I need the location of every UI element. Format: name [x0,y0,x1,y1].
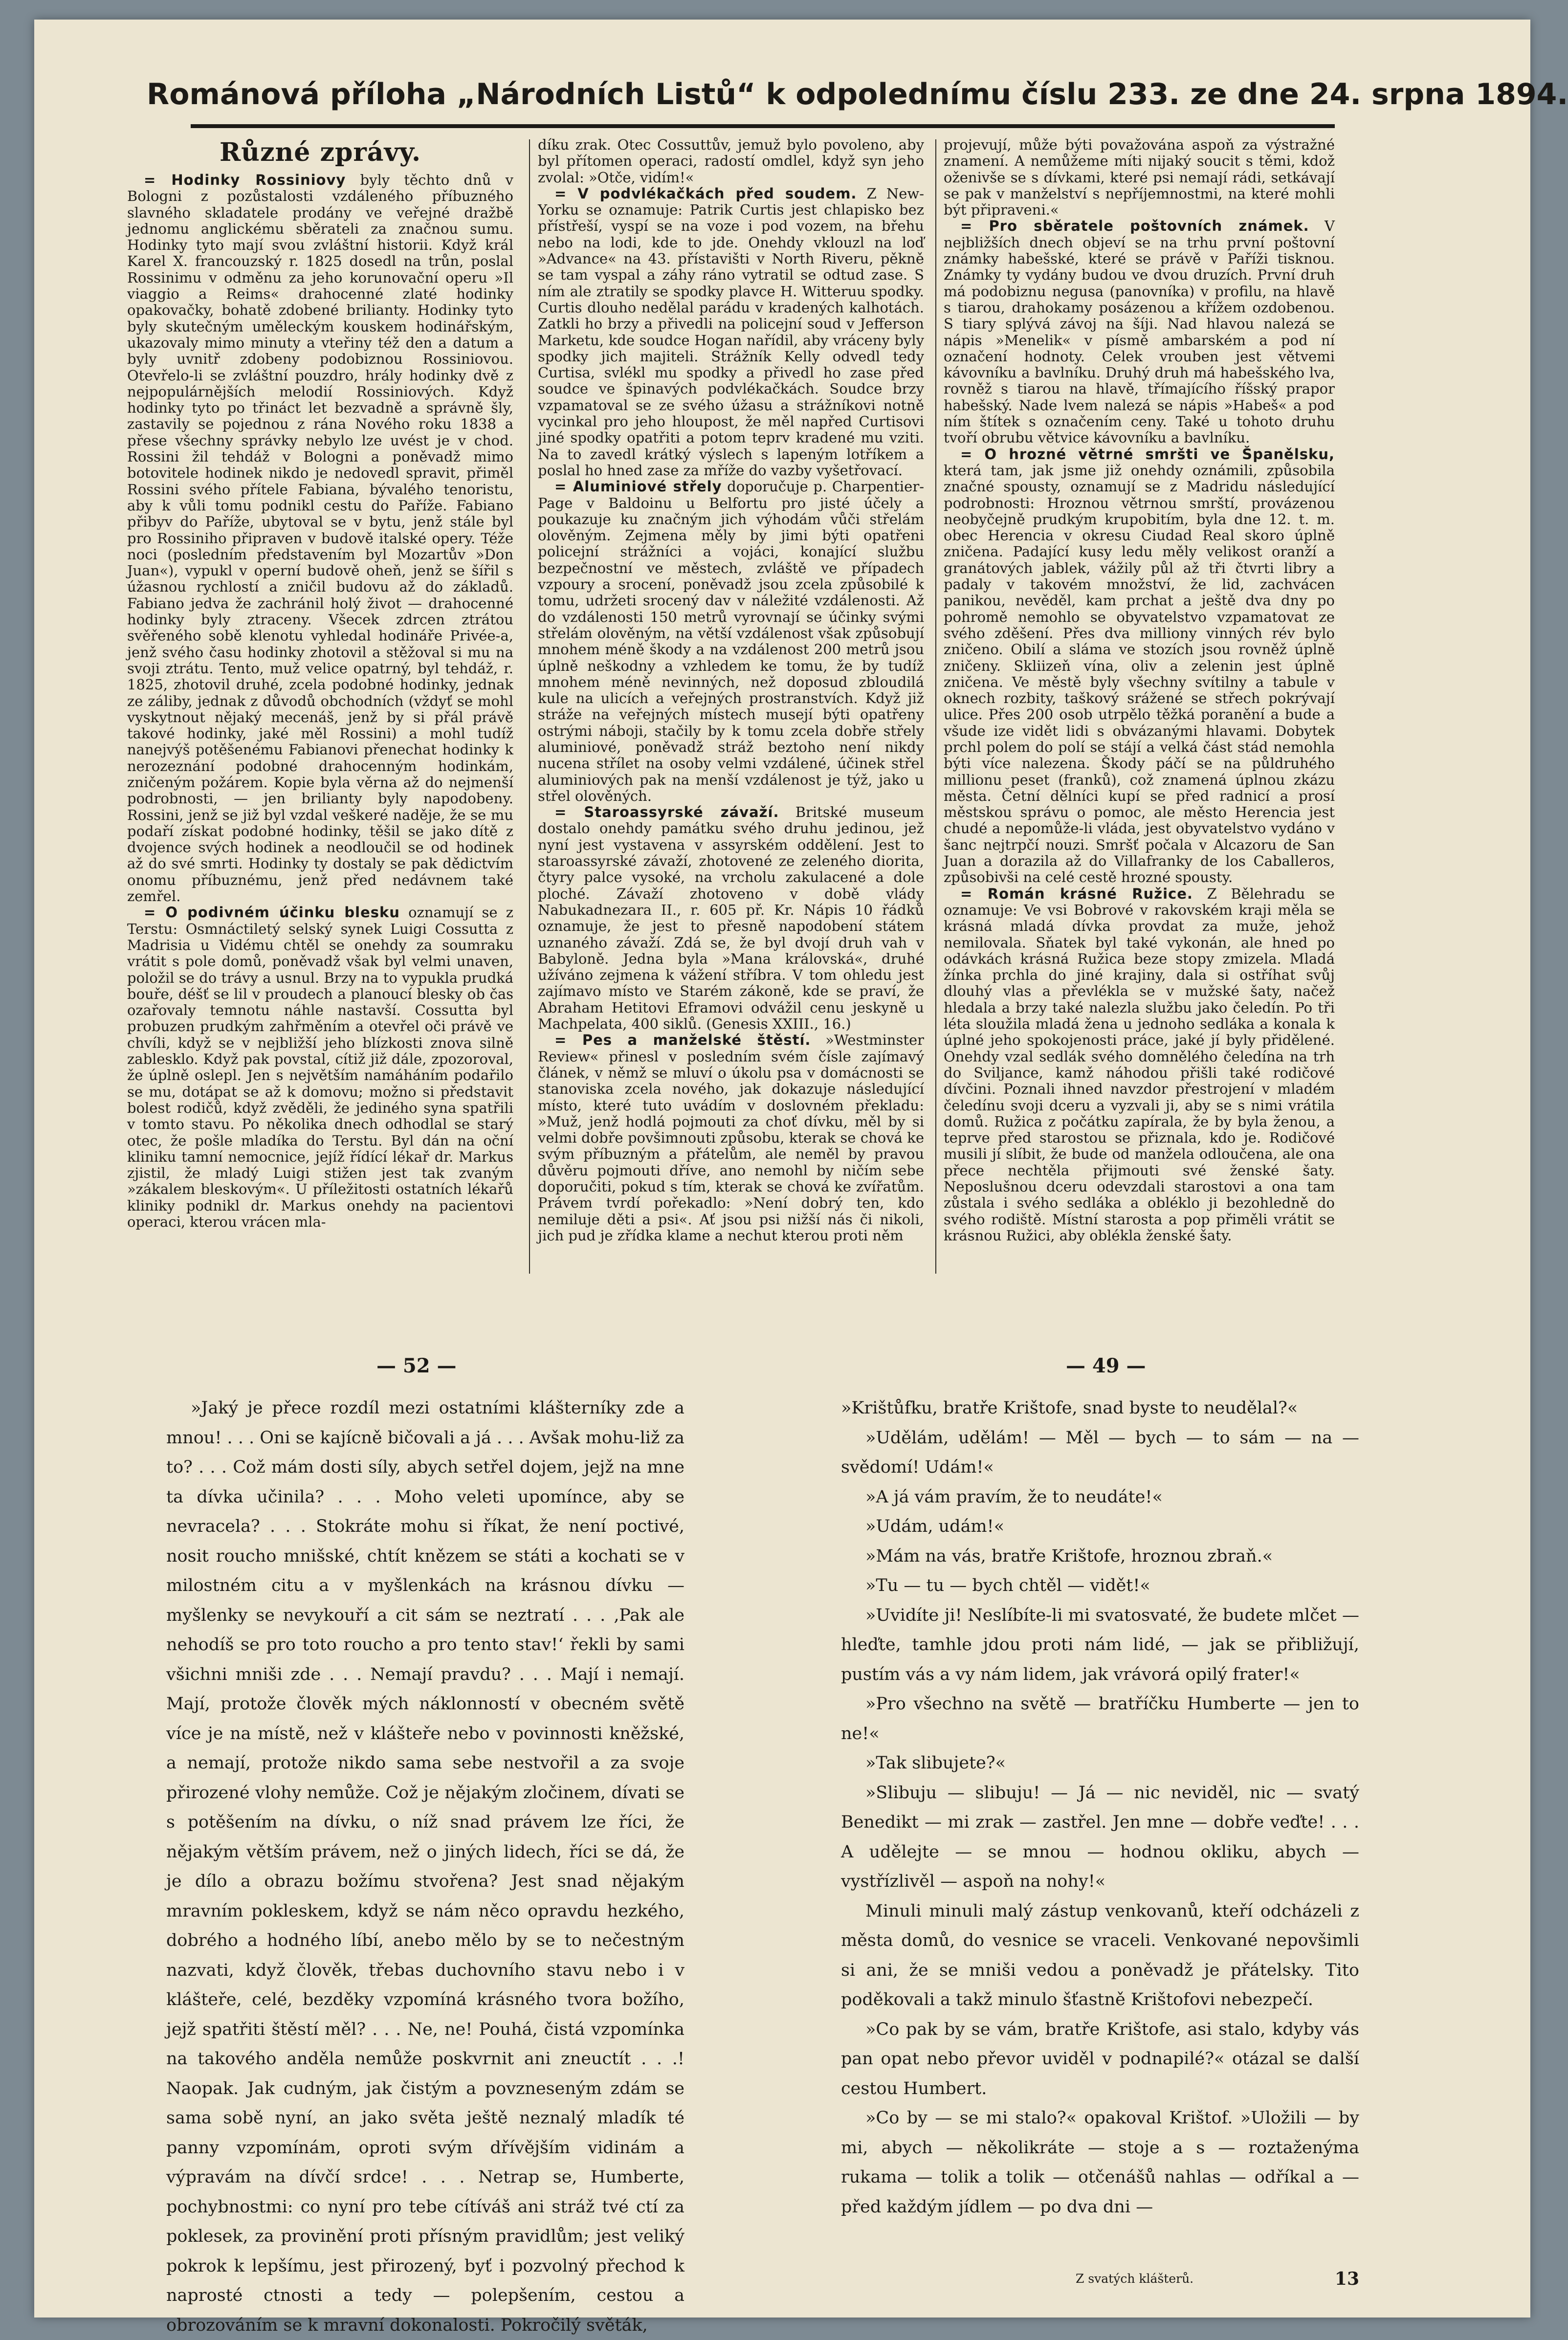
article-pes [538,1032,924,1244]
article-text: Britské museum dostalo onehdy památku svého druhu jedinou, jež nyní jest vystavena v assyrském oddělení. Jest to staroassyrské závaží, zhotovené ze zeleného diorita, čtyry palce vysoké, na vrcholu zakulacené a dole ploché. Závaží zhotoveno v době vlády Nabukadnezara II., r. 605 př. Kr. Nápis 10 řádků oznamuje, že jest to přesně napodobení státem uznaného závaží. Zdá se, že byl dvojí druh vah v Babyloně. Jedna byla »Mana královská«, druhé užíváno zejmena k vážení stříbra. V tom ohledu jest zajímavo místo ve Starém zákoně, kde se praví, že Abraham Hetitovi Eframovi odvážil cenu jeskyně u Machpelata, 400 siklů. (Genesis XXIII., 16.) [538,804,924,1033]
book-paragraph: »Tu — tu — bych chtěl — vidět!« [865,1576,1150,1595]
book-paragraph: »Udám, udám!« [865,1517,1005,1536]
article-text: »Westminster Review« přinesl v posledním svém čísle zajímavý článek, v němž se mluví o úkolu psa v domácnosti se stanoviska zcela nového, jak dokazuje následující místo, které tuto uvádím v doslovném překladu: »Muž, jenž hodlá pojmouti za choť dívku, měl by si velmi dobře povšimnouti způsobu, kterak se chová ke svým příbuzným a přátelům, ale neměl by pravou důvěru pojmouti dříve, ano nemohl by ničím sebe doporučiti, pokud s tím, kterak se chová ke zvířatům. Právem tvrdí pořekadlo: »Není dobrý ten, kdo nemiluje děti a psi«. Ať jsou psi nižší nás či nikoli, jich pud je zřídka klame a nechut kterou proti něm [538,1032,925,1244]
article-ruzice [944,886,1335,1244]
article-continuation [538,137,924,186]
article-text: V nejbližších dnech objeví se na trhu první poštovní známky habešské, které se právě v Paříži tisknou. Známky ty vydány budou ve dvou druzích. První druh má podobiznu negusa (panovníka) v profilu, na hlavě s tiarou, drahokamy posázenou a křížem ozdobenou. S tiary splývá závoj na šíji. Nad hlavou nalezá se nápis »Menelik« v písmě ambarském a pod ní označení hodnoty. Celek vrouben jest větvemi kávovníku a bavlníku. Druhý druh má habešského lva, rovněž s tiarou na hlavě, třímajícího říšský prapor habešský. Nade lvem nalezá se nápis »Habeš« a pod ním štítek s označením ceny. Také u tohoto druhu tvoří obrubu větvice kávovníku a bavlníku. [944,218,1335,446]
article-aluminium [538,479,924,804]
article-head: = O hrozné větrné smršti ve Španělsku, [960,445,1335,463]
column-3 [944,137,1335,1276]
article-text: díku zrak. Otec Cossuttův, jemuž bylo povoleno, aby byl přítomen operaci, radostí omdlel, když syn jeho zvolal: »Otče, vidím!« [538,136,924,186]
page-number-right: — 49 — [1066,1354,1146,1377]
newspaper-page [34,20,1568,2335]
book-footer [841,2269,1359,2293]
header-rule [191,124,1335,128]
book-page-left [166,1393,685,2335]
article-smrst [944,446,1335,886]
book-paragraph: »Jaký je přece rozdíl mezi ostatními klášterníky zde a mnou! . . . Oni se kajícně bičovali a já . . . Avšak mohu-liž za to? . . . Což mám dosti síly, abych setřel dojem, jejž na mne ta dívka učinila? . . . Moho veleti upomínce, aby se nevracela? . . . Stokráte mohu si říkat, že není poctivé, nosit roucho mnišské, chtít knězem se státi a kochati se v milostném citu a v myšlenkách na krásnou dívku — myšlenky se nevykouří a cit sám se neztratí . . . ‚Pak ale nehodíš se pro toto roucho a pro tento stav!‘ řekli by sami všichni mniši zde . . . Nemají pravdu? . . . Mají i nemají. Mají, protože člověk mých náklonností v obecném světě více je na místě, než v klášteře nebo v povinnosti kněžské, a nemají, protože nikdo sama sebe nestvořil a za svoje přirozené vlohy nemůže. Což je nějakým zločinem, dívati se s potěšením na dívku, o níž snad právem lze říci, že nějakým větším právem, než o jiných lidech, říci se dá, že je dílo a obrazu božímu stvořena? Jest snad nějakým mravním pokleskem, když se nám něco opravdu hezkého, dobrého a hodného líbí, anebo mělo by se to nečestným nazvati, když člověk, třebas duchovního stavu nebo i v klášteře, celé, bezděky vzpomíná krásného tvora božího, jejž spatřiti štěstí měl? . . . Ne, ne! Pouhá, čistá vzpomínka na takového anděla nemůže poskvrnit ani zneuctít . . .! Naopak. Jak cudným, jak čistým a povzneseným zdám se sama sobě nyní, an jako světa ještě neznalý mladík té panny vzpomínám, oproti svým dřívějším vidinám a výpravám na dívčí srdce! . . . Netrap se, Humberte, pochybnostmi: co nyní pro tebe cítíváš ani stráž tvé ctí za poklesek, za provinění proti přísným pravidlům; jest veliký pokrok k lepšímu, jest přirozený, byť i pozvolný přechod k naprosté ctnosti a tedy — polepšením, cestou a obrozováním se k mravní dokonalosti. Pokročilý světák, [166,1398,685,2335]
book-paragraph: Minuli minuli malý zástup venkovanů, kteří odcházeli z města domů, do vesnice se vraceli. Venkované nepovšimli si ani, že se mniši vedou a poněvadž je přátelsky. Tito poděkovali a takž minulo šťastně Krištofovi nebezpečí. [841,1901,1359,2009]
article-head: = Román krásné Ružice. [960,885,1193,902]
book-paragraph: »Co pak by se vám, bratře Krištofe, asi stalo, kdyby vás pan opat nebo převor uviděl v podnapilé?« otázal se další cestou Humbert. [841,2019,1359,2098]
book-paragraph: »Udělám, udělám! — Měl — bych — to sám — na — svědomí! Udám!« [841,1428,1359,1477]
article-blesk [127,905,513,1230]
article-text: Z New-Yorku se oznamuje: Patrik Curtis jest chlapisko bez přístřeší, vyspí se na voze i pod vozem, na břehu nebo na lodi, kde to jde. Onehdy vklouzl na loď »Advance« na 43. přístavišti v North Riveru, pěkně se tam vyspal a záhy ráno vytratil se odtud zase. S ním ale ztratily se spodky plavce H. Witteruu spodky. Curtis dlouho nedělal parádu v kradených kalhotách. Zatkli ho brzy a přivedli na policejní soud v Jefferson Marketu, kde soudce Hogan nařídil, aby vráceny byly spodky jich majiteli. Strážník Kelly odvedl tedy Curtisa, svlékl mu spodky a přivedl ho zase před soudce ve špinavých podvlékačkách. Soudce brzy vzpamatoval se ze svého úžasu a strážníkovi notně vycinkal pro jeho hloupost, že měl napřed Curtisovi jiné spodky opatřiti a potom teprv kradené mu vziti. Na to zavedl krátký výslech s lapeným lotříkem a poslal ho hned zase za mříže do vazby vyšetřovací. [538,185,924,479]
article-continuation [944,137,1335,218]
article-podvlekacky [538,186,924,479]
article-text: oznamují se z Terstu: Osmnáctiletý selský synek Luigi Cossutta z Madrisia u Vidému chtěl se onehdy za soumraku vrátit s pole domů, poněvadž však byl velmi unaven, položil se do trávy a usnul. Brzy na to vypukla prudká bouře, déšť se lil v proudech a planoucí blesky ob čas ozařovaly temnotu náhle nastavší. Cossutta byl probuzen prudkým zahřměním a otevřel oči právě ve chvíli, když se v nejbližší jeho blízkosti znova silně zablesklo. Když pak povstal, cítiž již dále, zpozoroval, že úplně oslepl. Jen s největším namáháním podařilo se mu, dotápat se až k domovu; možno si představit bolest rodičů, když zvěděli, že jediného syna spatřili v tomto stavu. Po několika dnech odhodlal se starý otec, že pošle mladíka do Terstu. Byl dán na oční kliniku tamní nemocnice, jejíž řídící lékař dr. Markus zjistil, že mladý Luigi stižen jest tak zvaným »zákalem bleskovým«. U příležitosti ostatních lékařů kliniky podnikl dr. Markus onehdy na pacientovi operaci, kterou vrácen mla- [127,904,513,1230]
article-text: doporučuje p. Charpentier-Page v Baldoinu u Belfortu pro jisté účely a poukazuje ku značným jich výhodám vůči střelám olověným. Zejmena měly by jimi býti opatřeni policejní strážníci a vojáci, konající službu bezpečnostní ve městech, zvláště ve případech vzpoury a srocení, poněvadž jsou zcela způsobilé k tomu, udržeti srocený dav v náležité vzdálenosti. Až do vzdálenosti 150 metrů vyrovnají se účinky svými střelám olověným, na větší vzdálenost však způsobují mnohem méně škody a na vzdálenost 200 metrů jsou úplně neškodny a vzhledem ke tomu, že by tudíž mnohem méně nevinných, než doposud zbloudilá kule na ulicích a veřejných prostranstvích. Když již stráže na veřejných místech musejí býti opatřeny ostrými náboji, stačily by k tomu zcela dobře střely aluminiové, poněvadž stráž beztoho není nikdy nucena střílet na osoby velmi vzdálené, účinek střel aluminiových pak na menší vzdálenost je týž, jako u střel olověných. [538,478,924,804]
article-zavazi [538,804,924,1032]
sheet-number: 13 [1334,2269,1359,2289]
article-head: = V podvlékačkách před soudem. [554,185,857,202]
book-paragraph: »Pro všechno na světě — bratříčku Humberte — jen to ne!« [841,1694,1359,1744]
article-head: = O podivném účinku blesku [144,904,400,921]
article-head: = Pes a manželské štěstí. [554,1032,811,1049]
section-title: Různé zprávy. [219,137,421,167]
column-2 [538,137,924,1276]
book-paragraph: »Uvidíte ji! Neslíbíte-li mi svatosvaté, že budete mlčet — hleďte, tamhle jdou proti nám lidé, — jak se přibližují, pustím vás a vy nám lidem, jak vrávorá opilý frater!« [841,1605,1359,1684]
book-paragraph: »Tak slibujete?« [865,1753,1006,1773]
page-header: Románová příloha „Národních Listů“ k odpolednímu číslu 233. ze dne 24. srpna 1894. [147,77,1568,111]
article-text: Z Bělehradu se oznamuje: Ve vsi Bobrové v rakovském kraji měla se krásná mladá dívka provdat za muže, jehož nemilovala. Sňatek byl také vykonán, ale hned po odávkách krásná Ružica beze stopy zmizela. Mladá žínka prchla do jiné krajiny, dala si ostříhat svůj dlouhý vlas a převlékla se v mužské šaty, načež hledala a brzy také nalezla službu jako čeledín. Po tři léta sloužila mladá žena u jednoho sedláka a konala k úplné jeho spokojenosti práce, jaké jí byly přidělené. Onehdy vzal sedlák svého domnělého čeledína na trh do Sviljance, kamž náhodou přišli také rodičové dívčini. Poznali ihned navzdor přestrojení v mladém čeledínu svoji dceru a vyzvali ji, aby se s nimi vrátila domů. Ružica z počátku zapírala, že by byla ženou, a teprve před starostou se přiznala, kdo je. Rodičové musili jí slíbit, že bude od manžela odloučena, ale ona přece nechtěla přijmouti své ženské šaty. Neposlušnou dceru odevzdali starostovi a ona tam zůstala i svého sedláka a obléklo ji bezohledně do svého rodiště. Místní starosta a pop přiměli vrátit se krásnou Ružici, aby oblékla ženské šaty. [944,885,1335,1244]
page-number-left: — 52 — [376,1354,457,1377]
article-text: která tam, jak jsme již onehdy oznámili, způsobila značné spousty, oznamují se z Madridu následující podrobnosti: Hroznou větrnou smrští, provázenou neobyčejně prudkým krupobitím, byla dne 12. t. m. obec Herencia v okresu Ciudad Real skoro úplně zničena. Padající kusy ledu měly velikost oranží a granátových jablek, vážily půl až tři čtvrti libry a padaly v takovém množství, že lid, zachvácen panikou, nevěděl, kam prchat a ještě dva dny po pohromě nemohlo se obyvatelstvo vzpamatovat ze svého zděšení. Přes dva milliony vinných rév bylo zničeno. Obilí a sláma ve stozích jsou rovněž úplně zničeny. Skliizeň vína, oliv a zelenin jest úplně zničena. Ve městě byly všechny svítilny a tabule v oknech rozbity, taškový srážené se střech pokrývají ulice. Přes 200 osob utrpělo těžká poranění a bude a všude ize vidět lidi s obvázanými hlavami. Dobytek prchl polem do polí se stájí a velká část stád nemohla býti více nalezena. Škody páčí se na půldruhého millionu peset (franků), což znamená úplnou zkázu města. Četní dělníci kupí se před radnicí a prosí městskou správu o pomoc, ale město Herencia jest chudé a nepomůže-li vláda, jest obyvatelstvo vydáno v šanc nejtrpčí nouzi. Smršť počala v Alcazoru de San Juan a dorazila až do Villafranky de los Caballeros, způsobivši na celé cestě hrozné spousty. [944,462,1335,886]
article-text: byly těchto dnů v Bologni z pozůstalosti vzdáleného příbuzného slavného skladatele prodány ve veřejné dražbě jednomu anglickému sběrateli za značnou sumu. Hodinky tyto mají svou zvláštní historii. Když král Karel X. francouzský r. 1825 dosedl na trůn, poslal Rossinimu v odměnu za jeho korunovační operu »Il viaggio a Reims« drahocenné zlaté hodinky opakovačky, bohatě zdobené brilianty. Hodinky tyto byly skutečným uměleckým kouskem hodinářským, ukazovaly mimo minuty a vteřiny též den a datum a byly uvnitř zdobeny podobiznou Rossiniovou. Otevřelo-li se zvláštní pouzdro, hrály hodinky dvě z nejpopulárnějších melodií Rossiniových. Když hodinky tyto po třináct let bezvadně a správně šly, zastavily se pojednou z rána Nového roku 1838 a přese všechny správky nebylo lze uvést je v chod. Rossini žil tehdáž v Bologni a poněvadž mimo botovitele hodinek nikdo je nedovedl spravit, přiměl Rossini svého přítele Fabiana, bývalého tenoristu, aby k vůli tomu podnikl cestu do Paříže. Fabiano přibyv do Paříže, ubytoval se v bytu, jenž stále byl pro Rossiniho připraven v budově italské opery. Téže noci (posledním představením byl Mozartův »Don Juan«), vypukl v operní budově oheň, jenž se šířil s úžasnou rychlostí a zničil budovu až do základů. Fabiano jedva že zachránil holý život — drahocenné hodinky byly ztraceny. Všecek zdrcen ztrátou svěřeného sobě klenotu vyhledal hodináře Privée-a, jenž svého času hodinky zhotovil a stěžoval si mu na svoji ztrátu. Tento, muž velice opatrný, byl tehdáž, r. 1825, zhotovil druhé, zcela podobné hodinky, jednak ze záliby, jednak z důvodů obchodních (vždyť se mohl vyskytnout nějaký mecenáš, jenž by si přál právě takové hodinky, jaké měl Rossini) a mohl tudíž nanejvýš potěšenému Fabianovi přenechat hodinky k nerozeznání podobné drahocenným hodinkám, zničeným požárem. Kopie byla věrna až do nejmenší podrobnosti, — jen brilianty byly napodobeny. Rossini, jenž se již byl vzdal veškeré naděje, že se mu podaří získat podobné hodinky, těšil se jako dítě z dvojence svých hodinek a neodloučil se od hodinek až do své smrti. Hodinky ty dostaly se pak dědictvím onomu příbuznému, jenž před nedávnem také zemřel. [127,172,513,905]
article-head: = Pro sběratele poštovních známek. [960,218,1309,235]
column-1 [127,137,513,1276]
book-paragraph: »Mám na vás, bratře Krištofe, hroznou zbraň.« [865,1546,1273,1566]
book-signature: Z svatých klášterů. [1076,2272,1194,2286]
article-hodinky [127,172,513,905]
book-page-right [841,1393,1359,2259]
column-rule [529,139,530,1274]
book-paragraph: »Krištůfku, bratře Krištofe, snad byste to neudělal?« [841,1398,1298,1418]
book-paragraph: »Slibuju — slibuju! — Já — nic neviděl, nic — svatý Benedikt — mi zrak — zastřel. Jen mne — dobře veďte! . . . A udělejte — se mnou — hodnou okliku, abych — vystřízlivěl — aspoň na nohy!« [841,1783,1359,1891]
article-znamky [944,218,1335,446]
article-head: = Hodinky Rossiniovy [144,172,346,188]
article-head: = Staroassyrské závaží. [554,804,779,821]
article-text: projevují, může býti považována aspoň za výstražné znamení. A nemůžeme míti nijaký soucit s těmi, kdož oženivše se s dívkami, které psi nemají rádi, setkávají se pak v manželství s nepříjemnostmi, na které mohli být připraveni.« [944,136,1335,219]
book-paragraph: »Co by — se mi stalo?« opakoval Krištof. »Uložili — by mi, abych — několikráte — stoje a s — roztaženýma rukama — tolik a tolik — otčenášů nahlas — odříkal a — před každým jídlem — po dva dni — [841,2108,1359,2217]
column-rule [935,139,936,1274]
book-paragraph: »A já vám pravím, že to neudáte!« [865,1487,1163,1507]
article-head: = Aluminiové střely [554,478,722,495]
